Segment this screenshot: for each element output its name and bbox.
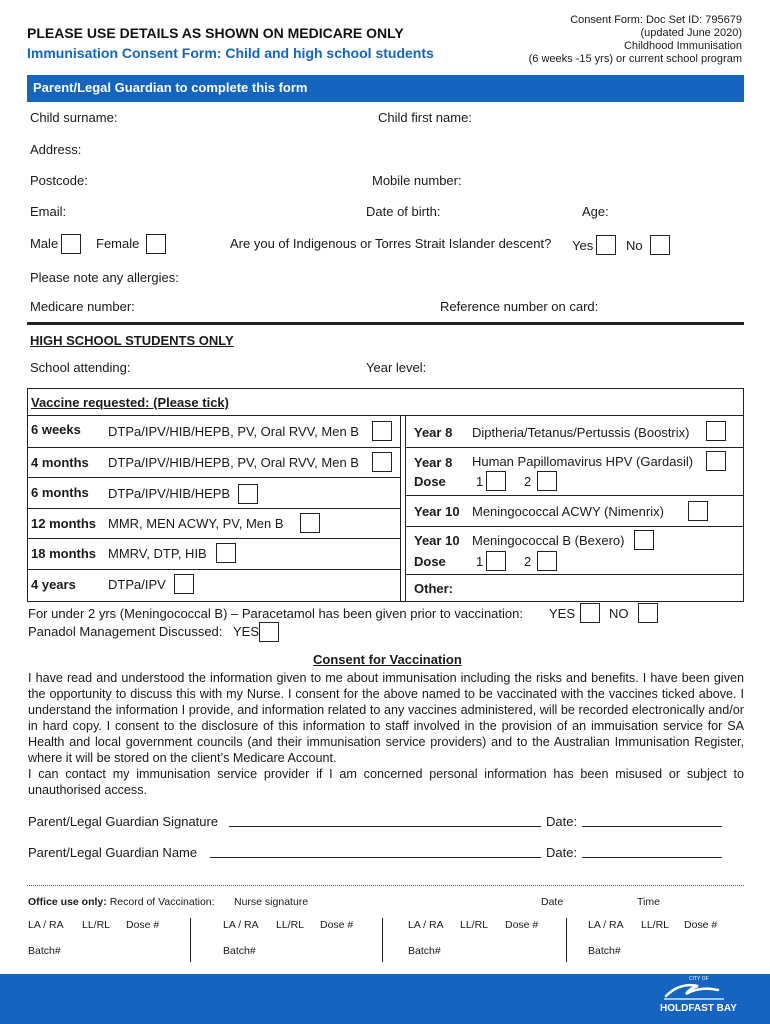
year-level-field[interactable]: Year level: (366, 360, 427, 375)
logo-city-of: CITY OF (689, 976, 709, 982)
table-line (27, 508, 400, 509)
child-first-name-field[interactable]: Child first name: (378, 110, 472, 125)
table-line (27, 447, 400, 448)
age-4-years: 4 years (31, 577, 76, 592)
form-title: Immunisation Consent Form: Child and high school students (27, 45, 434, 61)
address-field[interactable]: Address: (30, 142, 82, 157)
vaccine-title: Vaccine requested: (Please tick) (31, 395, 229, 410)
panadol-yes-label: YES (233, 624, 260, 639)
batch-label-1: Batch# (28, 945, 61, 957)
dose-label-3: Dose # (505, 919, 539, 931)
vaccine-gardasil: Human Papillomavirus HPV (Gardasil) (472, 454, 694, 469)
female-checkbox[interactable] (146, 234, 166, 254)
dose-label-4: Dose # (684, 919, 718, 931)
table-line (405, 447, 744, 448)
checkbox-boostrix[interactable] (706, 421, 726, 441)
paracetamol-yes-label: YES (549, 606, 576, 621)
parent-section-bar (27, 75, 744, 102)
year-8-hpv-label: Year 8 (414, 455, 453, 470)
indigenous-yes-checkbox[interactable] (596, 235, 616, 255)
medicare-field[interactable]: Medicare number: (30, 299, 135, 314)
office-divider-v (382, 918, 383, 962)
checkbox-menb-dose-2[interactable] (537, 551, 557, 571)
age-4-months: 4 months (31, 455, 89, 470)
consent-title: Consent for Vaccination (313, 652, 462, 667)
age-6-weeks: 6 weeks (31, 422, 81, 437)
vaccine-12-months: MMR, MEN ACWY, PV, Men B (108, 516, 284, 531)
leg-label-4: LL/RL (641, 919, 670, 931)
male-checkbox[interactable] (61, 234, 81, 254)
batch-label-4: Batch# (588, 945, 621, 957)
site-label-1: LA / RA (28, 919, 64, 931)
site-label-4: LA / RA (588, 919, 624, 931)
logo-text: HOLDFAST BAY (660, 1003, 737, 1014)
signature-date-line[interactable] (582, 826, 722, 827)
vaccine-4-years: DTPa/IPV (108, 577, 166, 592)
vaccine-bexero: Meningococcal B (Bexero) (472, 533, 625, 548)
other-field[interactable]: Other: (414, 581, 453, 596)
table-line (405, 574, 744, 575)
age-12-months: 12 months (31, 516, 97, 531)
guardian-name-line[interactable] (210, 857, 541, 858)
postcode-field[interactable]: Postcode: (30, 173, 88, 188)
footer-bar (0, 974, 770, 1024)
checkbox-6-months[interactable] (238, 484, 258, 504)
age-6-months: 6 months (31, 485, 89, 500)
leg-label-3: LL/RL (460, 919, 489, 931)
doc-program: Childhood Immunisation (623, 40, 742, 52)
child-surname-field[interactable]: Child surname: (30, 110, 118, 125)
doc-id: Consent Form: Doc Set ID: 795679 (570, 14, 742, 26)
email-field[interactable]: Email: (30, 204, 67, 219)
indigenous-no-checkbox[interactable] (650, 235, 670, 255)
site-label-3: LA / RA (408, 919, 444, 931)
female-label: Female (96, 236, 140, 251)
consent-paragraph: I have read and understood the information given to me about immunisation including the risks and benefits. I have been given the opportunity to discuss this with my Nurse. I consent for the above named to be vaccinated with the vaccines ticked above. I understand the information I provide, and information related to any vaccines administered, will be recorded electronically and/or in hard copy. I consent to the disclosure of this information to staff involved in the provision of an immuisation service for SA Health and local government councils (and their immunisation service providers) and to the Australian Immunisation Register, where it will be stored on the client’s Medicare Account. (28, 671, 744, 765)
dose-label: Dose (414, 474, 446, 489)
column-divider (400, 415, 401, 602)
signature-line[interactable] (229, 826, 541, 827)
medicare-warning: PLEASE USE DETAILS AS SHOWN ON MEDICARE ONLY (27, 25, 404, 41)
vaccine-6-months: DTPa/IPV/HIB/HEPB (108, 486, 231, 501)
table-line (27, 477, 400, 478)
indigenous-question: Are you of Indigenous or Torres Strait Islander descent? (230, 236, 552, 251)
checkbox-18-months[interactable] (216, 543, 236, 563)
dose-2-label: 2 (524, 474, 532, 489)
name-date-line[interactable] (582, 857, 722, 858)
checkbox-menb-dose-1[interactable] (486, 551, 506, 571)
allergies-field[interactable]: Please note any allergies: (30, 270, 179, 285)
parent-section-title: Parent/Legal Guardian to complete this form (33, 80, 308, 95)
table-line (27, 569, 400, 570)
vaccine-nimenrix: Meningococcal ACWY (Nimenrix) (472, 504, 664, 519)
vaccine-18-months: MMRV, DTP, HIB (108, 546, 207, 561)
name-date-label: Date: (546, 845, 578, 860)
divider (27, 322, 744, 325)
indigenous-no-label: No (626, 238, 643, 253)
checkbox-nimenrix[interactable] (688, 501, 708, 521)
nurse-signature-label: Nurse signature (234, 896, 309, 908)
year-8-label: Year 8 (414, 425, 453, 440)
high-school-title: HIGH SCHOOL STUDENTS ONLY (30, 333, 234, 348)
indigenous-yes-label: Yes (572, 238, 594, 253)
age-field[interactable]: Age: (582, 204, 609, 219)
checkbox-hpv-dose-1[interactable] (486, 471, 506, 491)
school-field[interactable]: School attending: (30, 360, 131, 375)
age-18-months: 18 months (31, 546, 97, 561)
dose-1-label: 1 (476, 554, 484, 569)
office-time-label: Time (637, 896, 660, 908)
office-divider-v (566, 918, 567, 962)
leg-label-1: LL/RL (82, 919, 111, 931)
guardian-name-label: Parent/Legal Guardian Name (28, 845, 198, 860)
checkbox-4-months[interactable] (372, 452, 392, 472)
doc-meta (529, 14, 742, 66)
vaccine-6-weeks: DTPa/IPV/HIB/HEPB, PV, Oral RVV, Men B (108, 424, 359, 439)
batch-label-3: Batch# (408, 945, 441, 957)
dose-label-2: Dose # (320, 919, 354, 931)
table-line (27, 415, 744, 416)
paracetamol-no-label: NO (609, 606, 629, 621)
dob-field[interactable]: Date of birth: (366, 204, 441, 219)
panadol-yes-checkbox[interactable] (259, 622, 279, 642)
male-label: Male (30, 236, 59, 251)
holdfast-bay-logo-icon (660, 980, 730, 1002)
site-label-2: LA / RA (223, 919, 259, 931)
consent-paragraph-2: I can contact my immunisation service provider if I am concerned personal information has been misused or subject to unauthorised access. (28, 767, 744, 797)
office-date-label: Date (541, 896, 564, 908)
office-divider-v (190, 918, 191, 962)
doc-ages: (6 weeks -15 yrs) or current school program (528, 53, 742, 65)
leg-label-2: LL/RL (276, 919, 305, 931)
vaccine-4-months: DTPa/IPV/HIB/HEPB, PV, Oral RVV, Men B (108, 455, 359, 470)
vaccine-boostrix: Diptheria/Tetanus/Pertussis (Boostrix) (472, 425, 690, 440)
panadol-label: Panadol Management Discussed: (28, 624, 223, 639)
table-line (27, 538, 400, 539)
dose-1-label: 1 (476, 474, 484, 489)
year-10-label: Year 10 (414, 504, 460, 519)
mobile-field[interactable]: Mobile number: (372, 173, 462, 188)
year-10-menb-label: Year 10 (414, 533, 460, 548)
paracetamol-question: For under 2 yrs (Meningococcal B) – Paracetamol has been given prior to vaccination: (28, 606, 523, 621)
reference-field[interactable]: Reference number on card: (440, 299, 599, 314)
checkbox-12-months[interactable] (300, 513, 320, 533)
office-use-bold: Office use only: (28, 896, 107, 908)
office-use-record: Record of Vaccination: (109, 896, 215, 908)
dose-2-label: 2 (524, 554, 532, 569)
batch-label-2: Batch# (223, 945, 256, 957)
checkbox-4-years[interactable] (174, 574, 194, 594)
signature-date-label: Date: (546, 814, 578, 829)
signature-label: Parent/Legal Guardian Signature (28, 814, 219, 829)
checkbox-6-weeks[interactable] (372, 421, 392, 441)
office-use-heading (28, 896, 215, 908)
dose-label-1: Dose # (126, 919, 160, 931)
table-line (405, 526, 744, 527)
paracetamol-no-checkbox[interactable] (638, 603, 658, 623)
table-line (405, 495, 744, 496)
checkbox-gardasil[interactable] (706, 451, 726, 471)
doc-updated: (updated June 2020) (640, 27, 742, 39)
checkbox-hpv-dose-2[interactable] (537, 471, 557, 491)
dose-label: Dose (414, 554, 446, 569)
office-divider (27, 885, 744, 886)
paracetamol-yes-checkbox[interactable] (580, 603, 600, 623)
checkbox-bexero[interactable] (634, 530, 654, 550)
